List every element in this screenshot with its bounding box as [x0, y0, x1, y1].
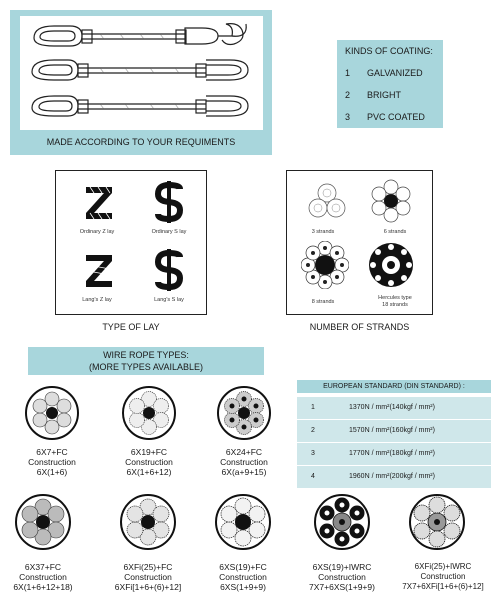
langs-s-lay-icon	[154, 249, 184, 291]
euro-num: 4	[311, 473, 315, 480]
rope-label	[101, 447, 197, 477]
lay-label: Ordinary Z lay	[79, 229, 115, 235]
rope-construction: Construction	[219, 572, 267, 582]
lay-label: Lang's Z lay	[82, 297, 112, 303]
rope-formula: 6XFi[1+6+(6)+12]	[114, 582, 182, 592]
lay-label: Lang's S lay	[154, 297, 184, 303]
rope-construction: Construction	[220, 457, 268, 467]
rope-label	[100, 562, 196, 592]
rope-label	[0, 562, 91, 592]
rope-label	[195, 562, 291, 592]
wire-types-title: WIRE ROPE TYPES:	[103, 350, 189, 360]
rope-name: 6X24+FC	[225, 447, 263, 457]
wire-rope-slings-image	[20, 16, 263, 130]
coating-label: GALVANIZED	[367, 68, 423, 78]
european-standard-table	[297, 380, 491, 488]
rope-construction: Construction	[420, 572, 466, 581]
three-strands-icon	[307, 181, 347, 221]
rope-formula: 6X(1+6+12)	[126, 467, 172, 477]
euro-row	[297, 466, 491, 488]
wire-types-subtitle: (MORE TYPES AVAILABLE)	[88, 362, 204, 372]
hercules-strands-icon	[367, 241, 415, 289]
ordinary-z-lay-icon	[84, 183, 114, 221]
euro-num: 1	[311, 404, 315, 411]
rope-label	[294, 562, 390, 592]
rope-6xs19-icon	[214, 493, 272, 551]
rope-6x19-icon	[121, 385, 177, 441]
rope-formula: 7X7+6XS(1+9+9)	[309, 582, 375, 592]
rope-name: 6XFi(25)+FC	[123, 562, 173, 572]
rope-formula: 7X7+6XFi[1+6+(6)+12]	[402, 582, 484, 591]
strand-label: 3 strands	[311, 229, 335, 235]
euro-value: 1570N / mm²(160kgf / mm²)	[349, 427, 435, 434]
strand-label: 18 strands	[382, 302, 408, 308]
strand-label: 6 strands	[383, 229, 407, 235]
rope-label	[389, 562, 497, 592]
euro-num: 3	[311, 450, 315, 457]
coating-num: 1	[345, 68, 351, 78]
coating-title: KINDS OF COATING:	[345, 46, 433, 56]
rope-6xfi25-icon	[119, 493, 177, 551]
rope-construction: Construction	[19, 572, 67, 582]
wire-types-box	[28, 347, 264, 375]
rope-6x24-icon	[216, 385, 272, 441]
coating-num: 3	[345, 112, 351, 122]
rope-construction: Construction	[318, 572, 366, 582]
euro-value: 1370N / mm²(140kgf / mm²)	[349, 404, 435, 411]
eight-strands-icon	[301, 241, 349, 289]
euro-value: 1960N / mm²(200kgf / mm²)	[349, 473, 435, 480]
sling-illustration	[20, 16, 263, 130]
rope-formula: 6X(1+6)	[36, 467, 68, 477]
strands-caption: NUMBER OF STRANDS	[309, 322, 410, 332]
six-strands-icon	[369, 179, 413, 223]
lay-label: Ordinary S lay	[151, 229, 187, 235]
euro-row	[297, 397, 491, 419]
sling-caption: MADE ACCORDING TO YOUR REQUIMENTS	[46, 137, 236, 147]
euro-title: EUROPEAN STANDARD (DIN STANDARD) :	[297, 380, 491, 393]
strands-frame	[286, 170, 433, 315]
coating-item	[337, 68, 443, 82]
rope-name: 6X37+FC	[24, 562, 62, 572]
rope-6xfi25-iwrc-icon	[408, 493, 466, 551]
rope-6x37-icon	[14, 493, 72, 551]
euro-num: 2	[311, 427, 315, 434]
coating-num: 2	[345, 90, 351, 100]
coating-label: PVC COATED	[367, 112, 425, 122]
rope-name: 6X19+FC	[130, 447, 168, 457]
coating-box	[337, 40, 443, 128]
rope-6x7-icon	[24, 385, 80, 441]
rope-label	[196, 447, 292, 477]
rope-formula: 6XS(1+9+9)	[220, 582, 266, 592]
euro-value: 1770N / mm²(180kgf / mm²)	[349, 450, 435, 457]
rope-formula: 6X(1+6+12+18)	[13, 582, 73, 592]
rope-name: 6XFi(25)+IWRC	[414, 562, 472, 571]
rope-construction: Construction	[28, 457, 76, 467]
rope-construction: Construction	[124, 572, 172, 582]
rope-name: 6X7+FC	[36, 447, 68, 457]
rope-6xs19-iwrc-icon	[313, 493, 371, 551]
euro-row	[297, 420, 491, 442]
rope-construction: Construction	[125, 457, 173, 467]
coating-item	[337, 90, 443, 104]
lay-caption: TYPE OF LAY	[102, 322, 160, 332]
strand-label: Hercules type	[378, 295, 412, 301]
langs-z-lay-icon	[84, 251, 114, 289]
euro-row	[297, 443, 491, 465]
rope-formula: 6X(a+9+15)	[221, 467, 267, 477]
coating-label: BRIGHT	[367, 90, 402, 100]
ordinary-s-lay-icon	[154, 181, 184, 223]
rope-name: 6XS(19)+IWRC	[312, 562, 372, 572]
strand-label: 8 strands	[311, 299, 335, 305]
rope-name: 6XS(19)+FC	[219, 562, 267, 572]
lay-frame	[55, 170, 207, 315]
rope-label	[4, 447, 100, 477]
coating-item	[337, 112, 443, 126]
